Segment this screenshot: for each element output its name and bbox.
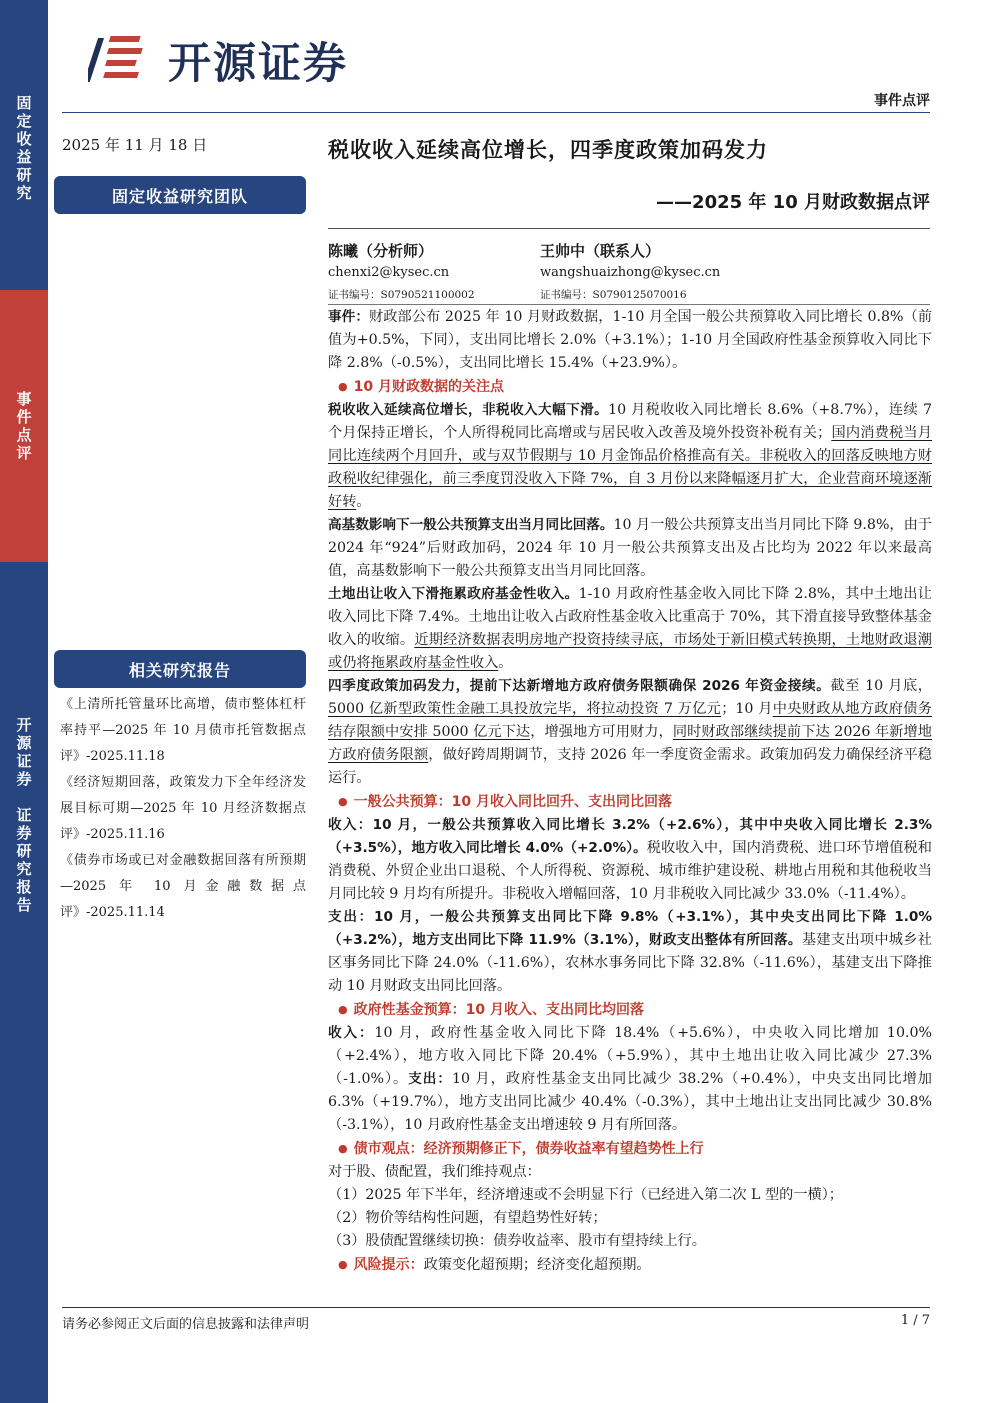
paragraph: 税收收入延续高位增长，非税收入大幅下滑。10 月税收收入同比增长 8.6%（+8.7%），连续 7 个月保持正增长，个人所得税同比高增或与居民收入改善及境外投资补税有关；国内消费税当月同比连续两个月回升，或与双节假期与 10 月金饰品价格推高有关。非税收入的回落反映地方财政税收纪律强化，前三季度罚没收入下降 7%，自 3 月份以来降幅逐月扩大，企业营商环境逐渐好转。 — [328, 402, 932, 510]
author-divider — [328, 304, 930, 305]
bullet-dot-icon: ● — [338, 1003, 348, 1016]
paragraph: 高基数影响下一般公共预算支出当月同比回落。10 月一般公共预算支出当月同比下降 9.8%，由于 2024 年“924”后财政加码，2024 年 10 月一般公共预算支出及占比均为 2022 年以来最高值，高基数影响下一般公共预算支出当月同比回落。 — [328, 517, 932, 579]
section-heading: ● 债市观点：经济预期修正下，债券收益率有望趋势性上行 — [338, 1141, 704, 1157]
sidebar-label-kysec-report: 开 源 证 券 证 券 研 究 报 告 — [16, 716, 32, 914]
page-number: 1 / 7 — [900, 1313, 930, 1328]
list-item: （1）2025 年下半年，经济增速或不会明显下行（已经进入第二次 L 型的一横）； — [328, 1187, 843, 1203]
author-block — [540, 240, 720, 306]
left-sidebar — [0, 0, 48, 1403]
list-item: （2）物价等结构性问题，有望趋势性好转； — [328, 1210, 607, 1226]
company-logo — [88, 32, 348, 88]
section-heading: ● 政府性基金预算：10 月收入、支出同比均回落 — [338, 1002, 644, 1018]
author-cert: 证书编号：S0790521100002 — [328, 289, 475, 301]
team-banner: 固定收益研究团队 — [54, 176, 306, 214]
section-heading: ● 一般公共预算：10 月收入同比回升、支出同比回落 — [338, 794, 672, 810]
paragraph: 收入：10 月，政府性基金收入同比下降 18.4%（+5.6%），中央收入同比增加 10.0%（+2.4%），地方收入同比下降 20.4%（+5.9%），其中土地出让收入同比减少 27.3%（-1.0%）。支出：10 月，政府性基金支出同比减少 38.2%（+0.4%），中央支出同比增加 6.3%（+19.7%），地方支出同比减少 40.4%（-0.3%），其中土地出让支出同比减少 30.8%（-3.1%），10 月政府性基金支出增速较 9 月有所回落。 — [328, 1025, 932, 1133]
header-divider — [62, 112, 930, 113]
author-block — [328, 240, 475, 306]
footer-disclaimer[interactable]: 请务必参阅正文后面的信息披露和法律声明 — [62, 1317, 310, 1332]
paragraph: 土地出让收入下滑拖累政府基金性收入。1-10 月政府性基金收入同比下降 2.8%，其中土地出让收入同比下降 7.4%。土地出让收入占政府性基金收入比重高于 70%，其下滑直接导致整体基金收入的收缩。近期经济数据表明房地产投资持续寻底，市场处于新旧模式转换期，土地财政退潮或仍将拖累政府基金性收入。 — [328, 586, 932, 671]
risk-text: 政策变化超预期；经济变化超预期。 — [423, 1257, 651, 1273]
list-item: （3）股债配置继续切换：债券收益率、股市有望持续上行。 — [328, 1233, 706, 1249]
bullet-dot-icon: ● — [338, 1258, 348, 1271]
report-subtitle: ——2025 年 10 月财政数据点评 — [656, 192, 930, 213]
author-cert: 证书编号：S0790125070016 — [540, 289, 687, 301]
author-email[interactable]: chenxi2@kysec.cn — [328, 265, 450, 280]
bullet-dot-icon: ● — [338, 380, 348, 393]
report-title: 税收收入延续高位增长，四季度政策加码发力 — [328, 138, 768, 162]
bullet-dot-icon: ● — [338, 1142, 348, 1155]
report-date: 2025 年 11 月 18 日 — [62, 136, 208, 154]
title-divider — [328, 228, 930, 229]
related-report-item[interactable]: 《经济短期回落，政策发力下全年经济发展目标可期—2025 年 10 月经济数据点评》-2025.11.16 — [60, 775, 306, 842]
paragraph: 四季度政策加码发力，提前下达新增地方政府债务限额确保 2026 年资金接续。截至 10 月底，5000 亿新型政策性金融工具投放完毕，将拉动投资 7 万亿元；10 月中央财政从地方政府债务结存限额中安排 5000 亿元下达，增强地方可用财力，同时财政部继续提前下达 2026 年新增地方政府债务限额，做好跨周期调节，支持 2026 年一季度资金需求。政策加码发力确保经济平稳运行。 — [328, 678, 932, 786]
paragraph: 对于股、债配置，我们维持观点： — [328, 1164, 541, 1180]
paragraph: 收入：10 月，一般公共预算收入同比增长 3.2%（+2.6%），其中中央收入同比增长 2.3%（+3.5%），地方收入同比增长 4.0%（+2.0%）。税收收入中，国内消费税、进口环节增值税和消费税、外贸企业出口退税、个人所得税、资源税、城市维护建设税、耕地占用税和其他税收当月同比较 9 月均有所提升。非税收入增幅回落，10 月非税收入同比减少 33.0%（-11.4%）。 — [328, 817, 932, 902]
related-report-item[interactable]: 《上清所托管量环比高增，债市整体杠杆率持平—2025 年 10 月债市托管数据点评》-2025.11.18 — [60, 697, 306, 764]
risk-heading: ● 风险提示：政策变化超预期；经济变化超预期。 — [338, 1257, 651, 1273]
event-paragraph: 事件：财政部公布 2025 年 10 月财政数据，1-10 月全国一般公共预算收入同比增长 0.8%（前值为+0.5%，下同），支出同比增长 2.0%（+3.1%）；1-10 月全国政府性基金预算收入同比下降 2.8%（-0.5%），支出同比增长 15.4%（+23.9%）。 — [328, 309, 933, 371]
section-heading: ● 10 月财政数据的关注点 — [338, 379, 504, 395]
main-body — [328, 306, 932, 1277]
related-reports-list — [60, 692, 306, 926]
logo-text: 开源证券 — [168, 38, 348, 89]
bullet-dot-icon: ● — [338, 795, 348, 808]
footer-divider — [62, 1307, 930, 1308]
author-name: 王帅中（联系人） — [540, 242, 661, 260]
related-reports-banner: 相关研究报告 — [54, 650, 306, 688]
related-report-item[interactable]: 《债券市场或已对金融数据回落有所预期—2025 年 10 月金融数据点评》-2025.11.14 — [60, 853, 306, 920]
logo-mark-icon — [88, 32, 158, 88]
doc-type-label: 事件点评 — [874, 93, 930, 109]
event-label: 事件： — [328, 309, 369, 325]
author-email[interactable]: wangshuaizhong@kysec.cn — [540, 265, 721, 280]
sidebar-label-fixed-income: 固 定 收 益 研 究 — [16, 94, 32, 202]
author-name: 陈曦（分析师） — [328, 242, 434, 260]
sidebar-label-event-review: 事 件 点 评 — [16, 390, 32, 462]
paragraph: 支出：10 月，一般公共预算支出同比下降 9.8%（+3.1%），其中央支出同比下降 1.0%（+3.2%），地方支出同比下降 11.9%（3.1%），财政支出整体有所回落。基建支出项中城乡社区事务同比下降 24.0%（-11.6%），农林水事务同比下降 32.8%（-11.6%），基建支出下降推动 10 月财政支出同比回落。 — [328, 909, 932, 994]
